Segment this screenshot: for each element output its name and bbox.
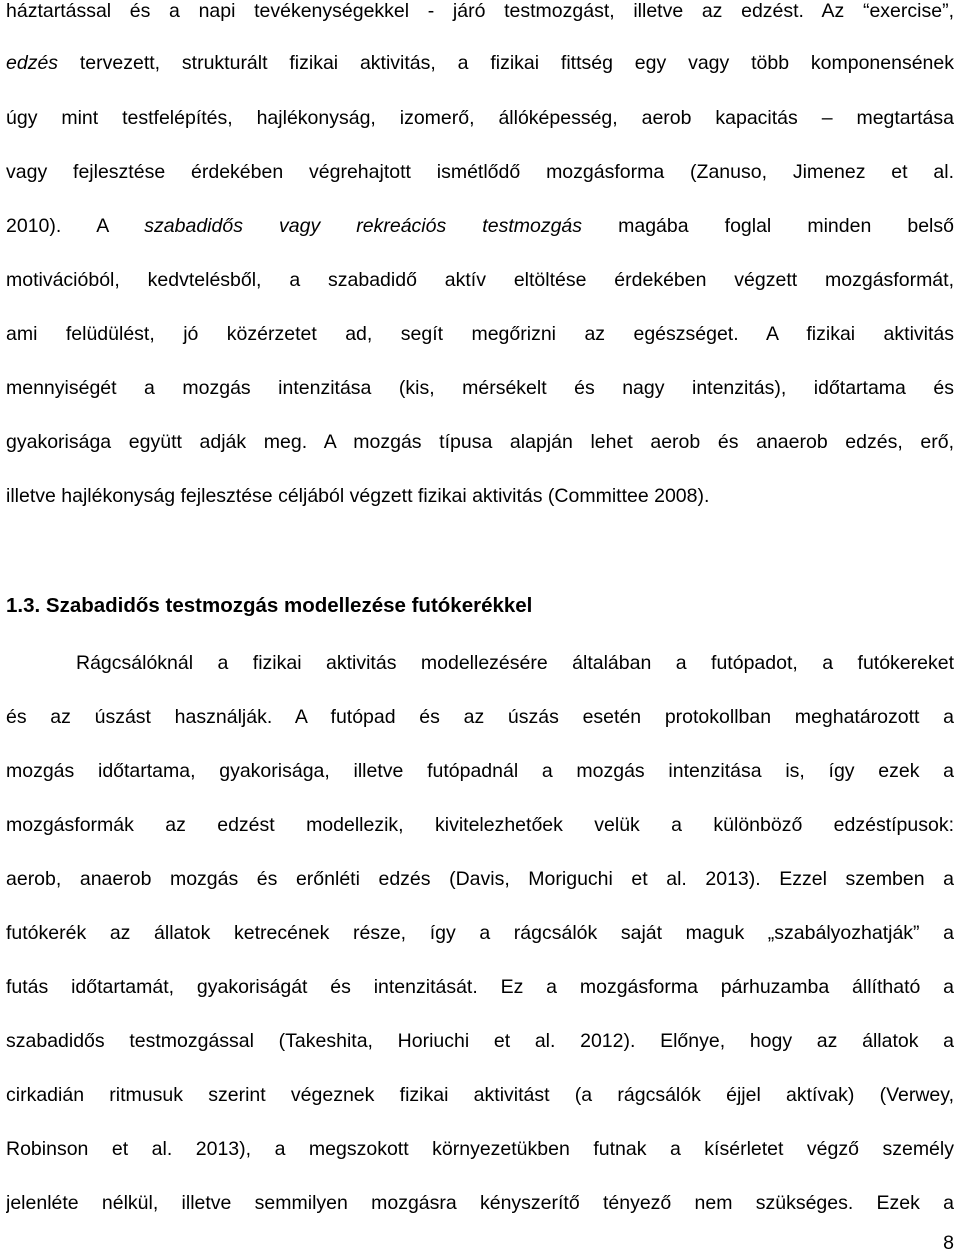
text-line: futókerék az állatok ketrecének része, így a rágcsálók saját maguk „szabályozhatják” a xyxy=(6,922,954,944)
text-line: vagy fejlesztése érdekében végrehajtott ismétlődő mozgásforma (Zanuso, Jimenez et al. xyxy=(6,161,954,183)
section-title: Szabadidős testmozgás modellezése futókerékkel xyxy=(45,594,533,617)
text-span: 2010). A xyxy=(6,215,145,237)
text-line: futás időtartamát, gyakoriságát és intenzitását. Ez a mozgásforma párhuzamba állítható a xyxy=(6,976,954,998)
text-line: cirkadián ritmusuk szerint végeznek fizikai aktivitást (a rágcsálók éjjel aktívak) (Verwey, xyxy=(6,1084,954,1106)
text-line: Rágcsálóknál a fizikai aktivitás modellezésére általában a futópadot, a futókereket xyxy=(76,652,954,674)
text-span: magába foglal minden belső xyxy=(582,215,954,237)
italic-term: edzés xyxy=(6,52,59,74)
text-line: és az úszást használják. A futópad és az úszás esetén protokollban meghatározott a xyxy=(6,706,954,728)
text-line xyxy=(6,211,954,241)
text-line: jelenléte nélkül, illetve semmilyen mozgásra kényszerítő tényező nem szükséges. Ezek a xyxy=(6,1192,954,1214)
text-line: úgy mint testfelépítés, hajlékonyság, izomerő, állóképesség, aerob kapacitás – megtartása xyxy=(6,107,954,129)
text-line: mozgás időtartama, gyakorisága, illetve futópadnál a mozgás intenzitása is, így ezek a xyxy=(6,760,954,782)
text-line: mennyiségét a mozgás intenzitása (kis, mérsékelt és nagy intenzitás), időtartama és xyxy=(6,377,954,399)
section-heading xyxy=(6,590,954,622)
page-number: 8 xyxy=(943,1232,954,1254)
text-line: háztartással és a napi tevékenységekkel - járó testmozgást, illetve az edzést. Az “exercise”, xyxy=(6,0,954,22)
text-line: mozgásformák az edzést modellezik, kivitelezhetőek velük a különböző edzéstípusok: xyxy=(6,814,954,836)
text-line xyxy=(6,48,954,78)
text-line: szabadidős testmozgással (Takeshita, Horiuchi et al. 2012). Előnye, hogy az állatok a xyxy=(6,1030,954,1052)
text-line: illetve hajlékonyság fejlesztése céljából végzett fizikai aktivitás (Committee 2008). xyxy=(6,485,710,507)
italic-term: szabadidős vagy rekreációs testmozgás xyxy=(144,215,583,237)
text-line: Robinson et al. 2013), a megszokott környezetükben futnak a kísérletet végző személy xyxy=(6,1138,954,1160)
section-number: 1.3. xyxy=(6,594,41,617)
text-line: gyakorisága együtt adják meg. A mozgás típusa alapján lehet aerob és anaerob edzés, erő, xyxy=(6,431,954,453)
text-line: motivációból, kedvtelésből, a szabadidő aktív eltöltése érdekében végzett mozgásformát, xyxy=(6,269,954,291)
text-line: ami felüdülést, jó közérzetet ad, segít megőrizni az egészséget. A fizikai aktivitás xyxy=(6,323,954,345)
text-span: tervezett, strukturált fizikai aktivitás, a fizikai fittség egy vagy több komponensének xyxy=(58,52,954,74)
text-line: aerob, anaerob mozgás és erőnléti edzés (Davis, Moriguchi et al. 2013). Ezzel szemben a xyxy=(6,868,954,890)
